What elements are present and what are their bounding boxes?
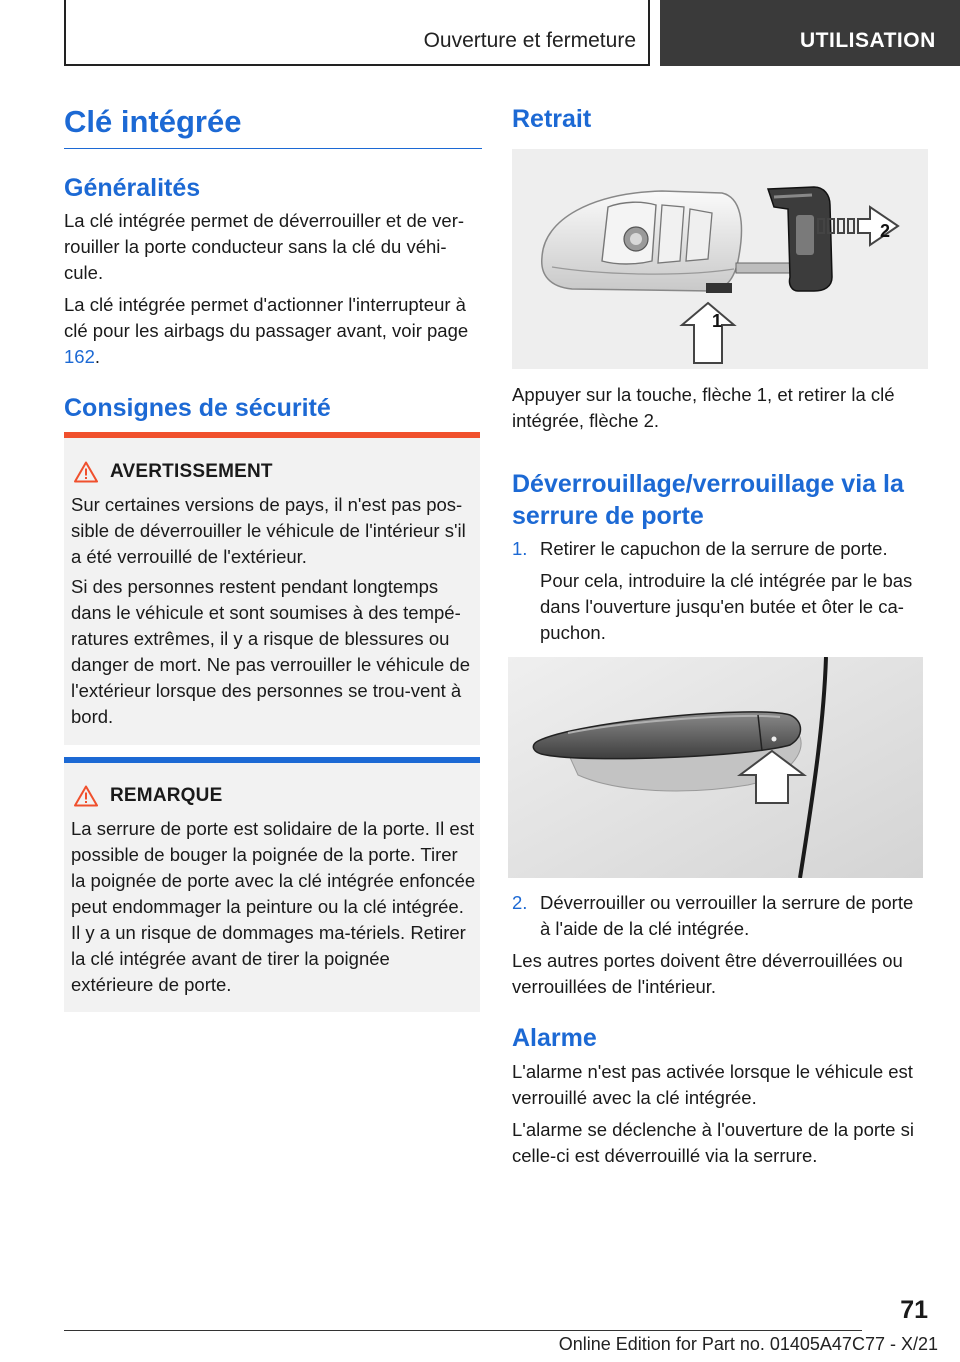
key-fob-drawing xyxy=(512,149,928,369)
heading-consignes: Consignes de sécurité xyxy=(64,394,331,422)
paragraph xyxy=(64,292,482,370)
step-number: 2. xyxy=(512,892,528,913)
heading-deverrouillage: Déverrouillage/verrouillage via la serrure de porte xyxy=(512,470,904,530)
step-number: 1. xyxy=(512,538,528,559)
paragraph: L'alarme n'est pas activée lorsque le véhicule est verrouillé avec la clé intégrée. xyxy=(512,1061,913,1108)
page-number: 71 xyxy=(900,1296,928,1324)
warning-triangle-icon xyxy=(74,461,98,483)
step-text: Retirer le capuchon de la serrure de porte. xyxy=(540,538,888,559)
step-detail: Pour cela, introduire la clé intégrée par le bas dans l'ouverture jusqu'en butée et ôter le ca-puchon. xyxy=(540,570,913,643)
page-reference-link[interactable]: 162 xyxy=(64,346,95,367)
header-divider xyxy=(648,0,650,66)
header-divider xyxy=(64,64,650,66)
warning-bar xyxy=(64,432,480,438)
warning-label: AVERTISSEMENT xyxy=(110,461,273,482)
footer-divider xyxy=(64,1330,862,1331)
key-removal-illustration xyxy=(512,149,928,369)
notice-label: REMARQUE xyxy=(110,785,223,806)
page-title: Clé intégrée xyxy=(64,104,242,139)
notice-box xyxy=(64,757,480,1012)
heading-alarme: Alarme xyxy=(512,1024,597,1052)
header-chapter-tab: UTILISATION xyxy=(660,0,960,66)
step-text: Déverrouiller ou verrouiller la serrure de porte à l'aide de la clé intégrée. xyxy=(540,892,914,939)
arrow-label-1: 1 xyxy=(712,311,723,331)
heading-generalites: Généralités xyxy=(64,174,201,202)
notice-bar xyxy=(64,757,480,763)
paragraph: La clé intégrée permet de déverrouiller et de ver-rouiller la porte conducteur sans la clé du véhi-cule. xyxy=(64,210,465,283)
paragraph: L'alarme se déclenche à l'ouverture de la porte si celle-ci est déverrouillé via la serrure. xyxy=(512,1119,914,1166)
figure-caption: Appuyer sur la touche, flèche 1, et retirer la clé intégrée, flèche 2. xyxy=(512,384,895,431)
paragraph: Les autres portes doivent être déverrouillées ou verrouillées de l'intérieur. xyxy=(512,950,903,997)
paragraph-text: La clé intégrée permet d'actionner l'interrupteur à clé pour les airbags du passager avant, voir page xyxy=(64,294,469,341)
title-underline xyxy=(64,148,482,149)
warning-text: Si des personnes restent pendant longtemps dans le véhicule et sont soumises à des tempé-ratures extrêmes, il y a risque de blessures ou danger de mort. Ne pas verrouiller le véhicule de l'extérieur lorsque des personnes se trou-vent à bord. xyxy=(71,576,470,727)
door-handle-drawing xyxy=(508,657,923,878)
warning-box xyxy=(64,432,480,745)
warning-text: Sur certaines versions de pays, il n'est pas pos-sible de déverrouiller le véhicule de l'intérieur s'il a été verrouillé de l'extérieur. xyxy=(71,494,466,567)
door-handle-illustration xyxy=(508,657,923,878)
paragraph-text: . xyxy=(94,346,101,367)
warning-triangle-icon xyxy=(74,785,98,807)
footer-edition: Online Edition for Part no. 01405A47C77 - X/21 xyxy=(558,1334,938,1354)
arrow-label-2: 2 xyxy=(880,221,891,241)
header-section-title: Ouverture et fermeture xyxy=(423,29,636,52)
heading-retrait: Retrait xyxy=(512,105,592,133)
notice-text: La serrure de porte est solidaire de la porte. Il est possible de bouger la poignée de la porte. Tirer la poignée de porte avec la clé intégrée enfoncée peut endommager la peinture ou la clé intégrée. Il y a un risque de dommages ma-tériels. Retirer la clé intégrée avant de tirer la poignée extérieure de porte. xyxy=(71,818,476,995)
